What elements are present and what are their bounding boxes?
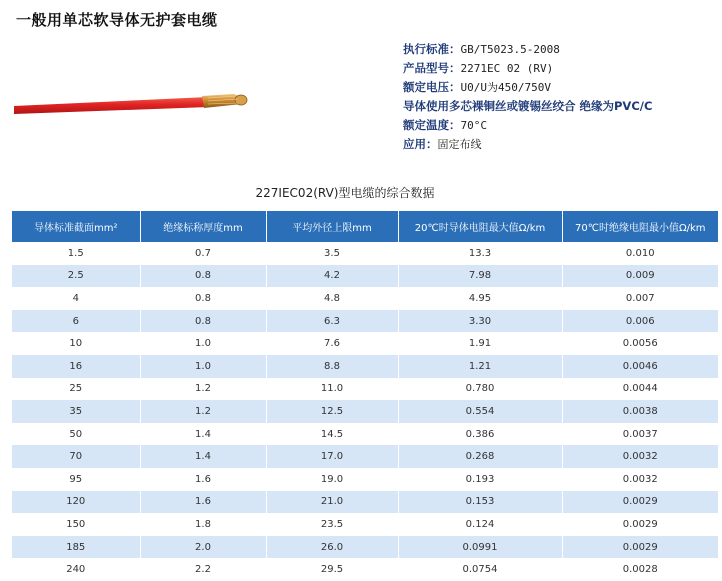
spec-row-temperature: 额定温度：70°C — [403, 118, 487, 132]
table-cell: 1.21 — [398, 355, 562, 378]
table-row — [12, 287, 718, 310]
table-cell: 95 — [12, 468, 140, 491]
column-header-insulation-thickness: 绝缘标称厚度mm — [140, 211, 266, 242]
table-cell: 0.0032 — [562, 468, 718, 491]
table-row — [12, 468, 718, 491]
spec-row-model: 产品型号：2271EC 02 (RV) — [403, 61, 554, 75]
table-row — [12, 445, 718, 468]
table-cell: 70 — [12, 445, 140, 468]
column-header-cross-section: 导体标准截面mm² — [12, 211, 140, 242]
table-cell: 25 — [12, 378, 140, 401]
table-cell: 16 — [12, 355, 140, 378]
table-row — [12, 355, 718, 378]
table-cell: 8.8 — [266, 355, 398, 378]
table-cell: 4 — [12, 287, 140, 310]
page-title: 一般用单芯软导体无护套电缆 — [16, 11, 218, 29]
table-cell: 0.0037 — [562, 423, 718, 446]
table-cell: 50 — [12, 423, 140, 446]
table-cell: 3.30 — [398, 310, 562, 333]
table-cell: 1.91 — [398, 332, 562, 355]
table-cell: 1.2 — [140, 378, 266, 401]
table-cell: 1.5 — [12, 242, 140, 265]
table-cell: 4.8 — [266, 287, 398, 310]
table-cell: 120 — [12, 491, 140, 514]
table-row — [12, 332, 718, 355]
table-cell: 12.5 — [266, 400, 398, 423]
spec-row-voltage: 额定电压：U0/U为450/750V — [403, 80, 551, 94]
table-row — [12, 378, 718, 401]
table-row — [12, 400, 718, 423]
table-cell: 0.8 — [140, 265, 266, 288]
table-cell: 0.0038 — [562, 400, 718, 423]
table-body — [12, 242, 718, 581]
table-cell: 0.153 — [398, 491, 562, 514]
table-cell: 1.0 — [140, 355, 266, 378]
table-cell: 240 — [12, 558, 140, 581]
table-cell: 7.6 — [266, 332, 398, 355]
spec-row-conductor: 导体使用多芯裸铜丝或镀锡丝绞合 绝缘为PVC/C — [403, 99, 653, 113]
table-cell: 0.0754 — [398, 558, 562, 581]
table-cell: 0.0044 — [562, 378, 718, 401]
table-cell: 0.8 — [140, 310, 266, 333]
table-cell: 11.0 — [266, 378, 398, 401]
table-cell: 3.5 — [266, 242, 398, 265]
table-cell: 0.0029 — [562, 491, 718, 514]
table-cell: 4.2 — [266, 265, 398, 288]
table-cell: 1.4 — [140, 423, 266, 446]
table-cell: 2.0 — [140, 536, 266, 559]
table-cell: 21.0 — [266, 491, 398, 514]
spec-row-application: 应用：固定布线 — [403, 137, 482, 151]
table-row — [12, 513, 718, 536]
table-row — [12, 310, 718, 333]
table-cell: 17.0 — [266, 445, 398, 468]
table-header-row — [12, 211, 718, 242]
table-cell: 0.0046 — [562, 355, 718, 378]
table-cell: 0.007 — [562, 287, 718, 310]
spec-row-standard: 执行标准：GB/T5023.5-2008 — [403, 42, 560, 56]
table-cell: 0.006 — [562, 310, 718, 333]
column-header-conductor-resistance: 20℃时导体电阻最大值Ω/km — [398, 211, 562, 242]
table-cell: 0.0032 — [562, 445, 718, 468]
table-row — [12, 491, 718, 514]
table-cell: 7.98 — [398, 265, 562, 288]
table-row — [12, 242, 718, 265]
table-row — [12, 265, 718, 288]
table-cell: 10 — [12, 332, 140, 355]
table-cell: 150 — [12, 513, 140, 536]
table-cell: 2.2 — [140, 558, 266, 581]
table-cell: 1.6 — [140, 491, 266, 514]
table-cell: 6 — [12, 310, 140, 333]
table-cell: 14.5 — [266, 423, 398, 446]
column-header-insulation-resistance: 70℃时绝缘电阻最小值Ω/km — [562, 211, 718, 242]
table-cell: 0.8 — [140, 287, 266, 310]
table-cell: 2.5 — [12, 265, 140, 288]
table-cell: 0.0029 — [562, 536, 718, 559]
table-cell: 6.3 — [266, 310, 398, 333]
table-cell: 0.0028 — [562, 558, 718, 581]
table-cell: 0.386 — [398, 423, 562, 446]
table-cell: 1.4 — [140, 445, 266, 468]
table-cell: 1.2 — [140, 400, 266, 423]
table-cell: 185 — [12, 536, 140, 559]
table-cell: 1.0 — [140, 332, 266, 355]
table-cell: 0.0056 — [562, 332, 718, 355]
table-cell: 1.6 — [140, 468, 266, 491]
table-cell: 0.7 — [140, 242, 266, 265]
table-cell: 0.0991 — [398, 536, 562, 559]
table-cell: 29.5 — [266, 558, 398, 581]
table-cell: 0.010 — [562, 242, 718, 265]
table-cell: 19.0 — [266, 468, 398, 491]
table-cell: 0.124 — [398, 513, 562, 536]
table-cell: 23.5 — [266, 513, 398, 536]
table-cell: 0.193 — [398, 468, 562, 491]
table-cell: 4.95 — [398, 287, 562, 310]
table-cell: 0.780 — [398, 378, 562, 401]
table-caption: 227IEC02(RV)型电缆的综合数据 — [255, 186, 435, 200]
table-cell: 0.009 — [562, 265, 718, 288]
table-cell: 13.3 — [398, 242, 562, 265]
column-header-outer-diameter: 平均外径上限mm — [266, 211, 398, 242]
table-cell: 26.0 — [266, 536, 398, 559]
table-cell: 0.554 — [398, 400, 562, 423]
spec-list — [403, 40, 652, 154]
table-cell: 0.268 — [398, 445, 562, 468]
table-row — [12, 423, 718, 446]
table-row — [12, 536, 718, 559]
table-cell: 35 — [12, 400, 140, 423]
red-cable-image — [12, 84, 252, 124]
table-cell: 0.0029 — [562, 513, 718, 536]
table-cell: 1.8 — [140, 513, 266, 536]
cable-data-table — [12, 211, 718, 581]
